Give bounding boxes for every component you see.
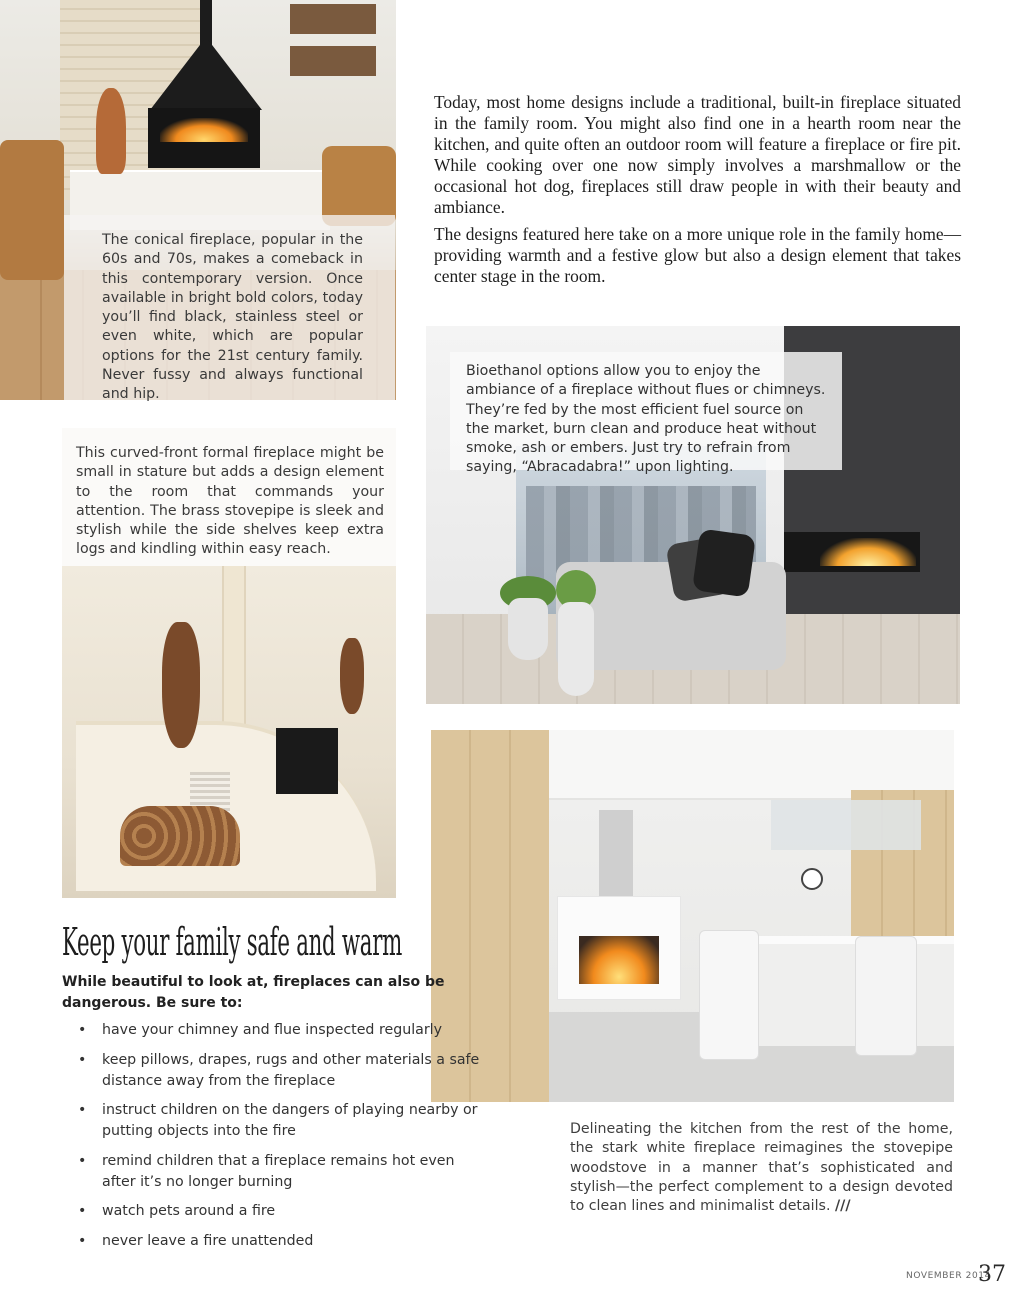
fire-glow xyxy=(820,538,916,566)
bullet-icon: • xyxy=(78,1232,87,1249)
list-item xyxy=(62,1100,492,1142)
photo-kitchen-fireplace xyxy=(431,730,954,1102)
fire-glow xyxy=(160,118,248,142)
wall-art xyxy=(290,46,376,76)
fire-glow xyxy=(579,936,659,984)
bullet-icon: • xyxy=(78,1203,87,1220)
planter xyxy=(508,598,548,660)
planter xyxy=(558,602,594,696)
list-item xyxy=(62,1151,492,1193)
list-item-text: have your chimney and flue inspected regularly xyxy=(102,1022,443,1038)
vase xyxy=(162,622,200,748)
photo-curved-front-fireplace xyxy=(62,566,396,898)
list-item xyxy=(62,1201,492,1222)
caption-kitchen-text: Delineating the kitchen from the rest of the home, the stark white fireplace reimagines the stovepipe woodstove in a manner that’s sophisticated and stylish—the perfect complement to a design devoted to clean lines and minimalist details. xyxy=(570,1121,953,1215)
caption-conical-fireplace: The conical fireplace, popular in the 60s and 70s, makes a comeback in this contemporary version. Once available in bright bold colors, today you’ll find black, stainless steel or even white, which are popular options for the 21st century family. Never fussy and always functional and hip. xyxy=(64,215,395,400)
caption-curved-fireplace: This curved-front formal fireplace might be small in stature but adds a design element to the room that commands your attention. The brass stovepipe is sleek and stylish while the side shelves keep extra logs and kindling within easy reach. xyxy=(62,428,396,566)
fireplace-pipe xyxy=(200,0,212,45)
stovepipe xyxy=(599,810,633,900)
list-item xyxy=(62,1020,492,1041)
footer-date: NOVEMBER 2014 xyxy=(906,1271,991,1281)
body-paragraph: The designs featured here take on a more unique role in the family home—providing warmth and a festive glow but also a design element that takes center stage in the room. xyxy=(434,224,961,286)
bullet-icon: • xyxy=(78,1152,87,1169)
wall-clock xyxy=(801,868,823,890)
caption-bioethanol: Bioethanol options allow you to enjoy the ambiance of a fireplace without flues or chimneys. They’re fed by the most efficient fuel source on the market, burn clean and produce heat without smoke, ash or embers. Just try to refrain from saying, “Abracadabra!” upon lighting. xyxy=(450,352,842,470)
safety-intro: While beautiful to look at, fireplaces can also be dangerous. Be sure to: xyxy=(62,974,445,1011)
list-item-text: instruct children on the dangers of playing nearby or putting objects into the fire xyxy=(102,1102,478,1140)
list-item xyxy=(62,1050,492,1092)
log-pile xyxy=(120,806,240,866)
bullet-icon: • xyxy=(78,1051,87,1068)
list-item-text: keep pillows, drapes, rugs and other materials a safe distance away from the fireplace xyxy=(102,1051,480,1089)
list-item xyxy=(62,1231,492,1252)
armchair xyxy=(322,146,396,226)
bullet-icon: • xyxy=(78,1102,87,1119)
vase xyxy=(340,638,364,714)
pillow xyxy=(692,528,756,597)
list-item-text: remind children that a fireplace remains hot even after it’s no longer burning xyxy=(102,1152,455,1190)
vase xyxy=(96,88,126,174)
article-body xyxy=(434,92,961,287)
page-number: 37 xyxy=(978,1262,1006,1287)
end-mark: /// xyxy=(834,1198,851,1215)
body-paragraph: Today, most home designs include a traditional, built-in fireplace situated in the family room. You might also find one in a hearth room near the kitchen, and quite often an outdoor room will feature a fireplace or fire pit. While cooking over one now simply involves a marshmallow or the occasional hot dog, fireplaces still draw people in with their beauty and ambiance. xyxy=(434,92,961,217)
list-item-text: never leave a fire unattended xyxy=(102,1232,314,1249)
armchair xyxy=(0,140,64,280)
list-item-text: watch pets around a fire xyxy=(102,1203,276,1220)
safety-heading: Keep your family safe and warm xyxy=(62,920,402,964)
bar-stool xyxy=(855,936,917,1056)
bar-stool xyxy=(699,930,759,1060)
caption-kitchen-fireplace xyxy=(570,1120,953,1220)
firebox xyxy=(276,728,338,794)
safety-list xyxy=(62,1020,492,1261)
range-hood xyxy=(771,800,921,850)
bullet-icon: • xyxy=(78,1022,87,1038)
wall-art xyxy=(290,4,376,34)
